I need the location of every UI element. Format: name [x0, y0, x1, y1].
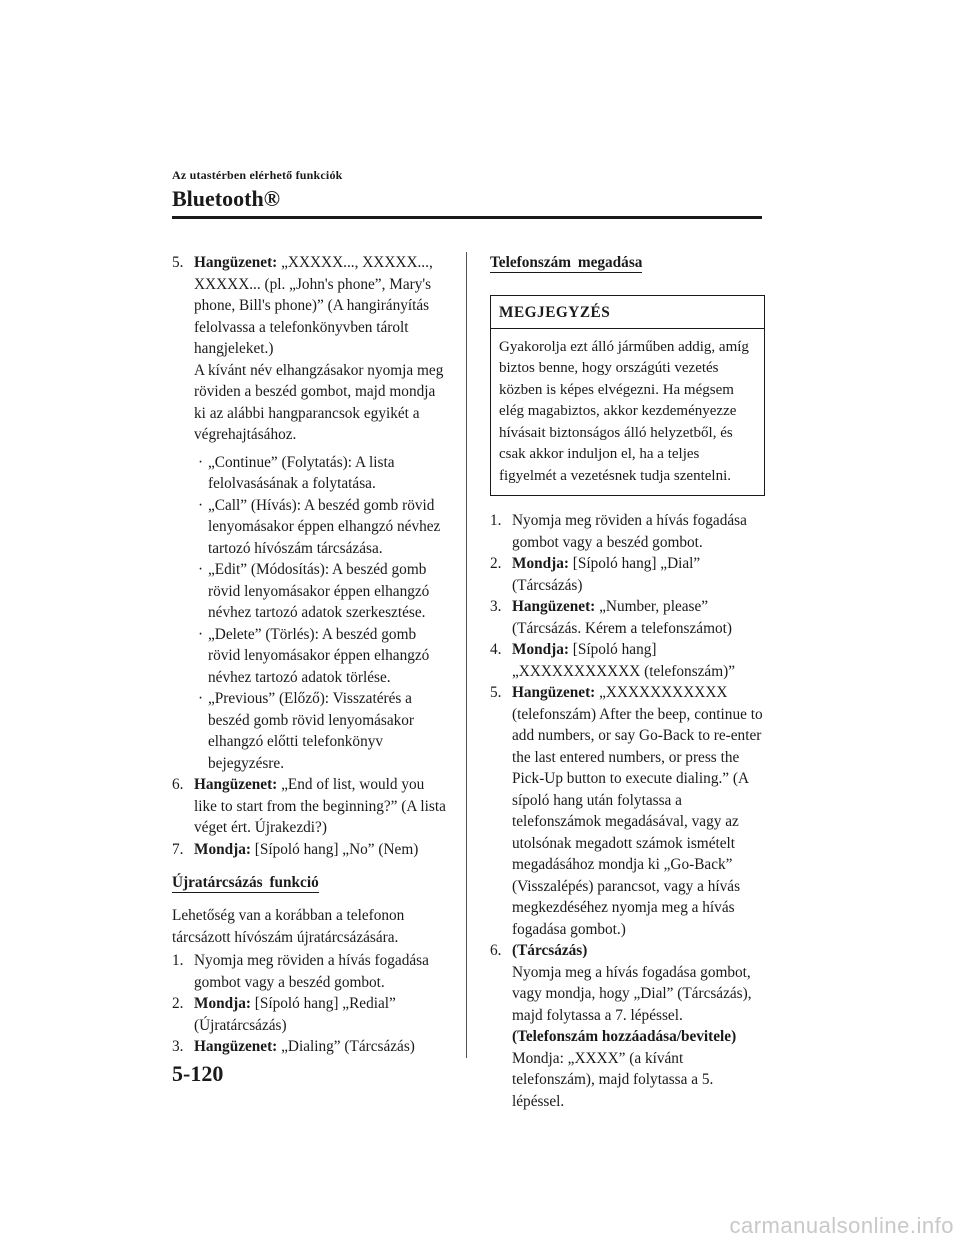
dial-heading: Telefonszám megadása [490, 254, 643, 271]
redial-heading: Újratárcsázás funkció [172, 874, 319, 891]
watermark: carmanualsonline.info [729, 1213, 954, 1238]
step-label: Mondja: [194, 995, 251, 1012]
step-text: Nyomja meg röviden a hívás fogadása gombot vagy a beszéd gombot. [194, 952, 429, 991]
column-divider [466, 252, 467, 1058]
step-5 [172, 252, 450, 446]
step-label: Hangüzenet: [512, 684, 596, 701]
step-number: 5. [490, 684, 502, 701]
step-number: 6. [172, 776, 184, 793]
bullet-dot: · [198, 496, 204, 514]
right-column [490, 252, 765, 1112]
note-text: Gyakorolja ezt álló járműben addig, amíg biztos benne, hogy országúti vezetés közben is képes elvégezni. Ha mégsem elég magabiztos, akkor kezdeményezze hívásait biztonságos álló helyzetből, és csak akkor induljon el, ha a teljes figyelmét a vezetésnek tudja szentelni. [499, 338, 749, 484]
step-label: Mondja: [194, 840, 251, 858]
bullet-text: „Edit” (Módosítás): A beszéd gomb rövid lenyomásakor éppen elhangzó névhez tartozó adatok szerkesztése. [208, 561, 430, 621]
redial-step [172, 950, 450, 993]
bullet-dot: · [198, 690, 204, 707]
step-text: „Dialing” (Tárcsázás) [277, 1038, 415, 1055]
header-rule [172, 216, 762, 219]
bullet-item [172, 624, 450, 689]
bullet-item [172, 559, 450, 624]
dial-step [490, 510, 765, 553]
bullet-dot: · [198, 625, 204, 643]
dial-step [490, 682, 765, 940]
step-number: 4. [490, 641, 502, 658]
step-label: Mondja: [512, 555, 569, 572]
step-text: Nyomja meg a hívás fogadása gombot, vagy mondja, hogy „Dial” (Tárcsázás), majd folytassa a 7. lépéssel. [512, 963, 752, 1024]
step-number: 2. [172, 995, 184, 1012]
step-number: 7. [172, 840, 184, 858]
redial-intro: Lehetőség van a korábban a telefonon tárcsázott hívószám újratárcsázására. [172, 907, 405, 946]
bullet-item [172, 495, 450, 560]
step-text: [Sípoló hang] „Dial” (Tárcsázás) [512, 555, 701, 594]
redial-step [172, 993, 450, 1036]
bullet-item [172, 688, 450, 774]
bullet-item [172, 452, 450, 495]
step-number: 5. [172, 254, 184, 271]
dial-step [490, 553, 765, 596]
step-text: „XXXXXXXXXXX (telefonszám) After the beep, continue to add numbers, or say Go-Back to re-enter the last entered numbers, or press the Pick-Up button to execute dialing.” (A sípoló hang után folytassa a telefonszámok megadásával, vagy az utolsónak megadott számok ismételt megadásához mondja ki „Go-Back” (Visszalépés) parancsot, vagy a hívás megkezdéséhez nyomja meg a hívás fogadása gombot.) [512, 684, 763, 938]
step-sublabel: (Telefonszám hozzáadása/bevitele) [512, 1028, 737, 1045]
dial-step [490, 639, 765, 682]
section-label: Az utastérben elérhető funkciók [172, 168, 343, 182]
step-number: 2. [490, 555, 502, 572]
page-title: Bluetooth® [172, 186, 281, 211]
step-text: Nyomja meg röviden a hívás fogadása gombot vagy a beszéd gombot. [512, 512, 747, 551]
step-label: Hangüzenet: [512, 598, 596, 615]
redial-step [172, 1036, 450, 1058]
note-box [490, 295, 765, 496]
left-column [172, 252, 450, 1058]
step-text: „Number, please” (Tárcsázás. Kérem a telefonszámot) [512, 598, 732, 637]
step-number: 3. [490, 598, 502, 615]
step-text: [Sípoló hang] „Redial” (Újratárcsázás) [194, 995, 396, 1034]
step-7 [172, 839, 450, 861]
step-number: 6. [490, 942, 502, 959]
bullet-dot: · [198, 453, 204, 471]
step-label: Hangüzenet: [194, 1038, 278, 1055]
step-text: „End of list, would you like to start from the beginning?” (A lista véget ért. Újrakezdi?) [194, 776, 446, 836]
dial-step [490, 596, 765, 639]
step-number: 1. [172, 952, 184, 969]
step-label: Mondja: [512, 641, 569, 658]
step-text-2: Mondja: „XXXX” (a kívánt telefonszám), majd folytassa a 5. lépéssel. [512, 1049, 714, 1110]
step-text: [Sípoló hang] „XXXXXXXXXXX (telefonszám)” [512, 641, 736, 680]
page-number: 5-120 [172, 1061, 224, 1086]
step-label: (Tárcsázás) [512, 942, 588, 959]
step-text-2: A kívánt név elhangzásakor nyomja meg röviden a beszéd gombot, majd mondja ki az alábbi hangparancsok egyikét a végrehajtásához. [194, 361, 444, 443]
step-number: 3. [172, 1038, 184, 1055]
note-title: MEGJEGYZÉS [491, 296, 764, 329]
bullet-dot: · [198, 561, 204, 578]
bullet-text: „Call” (Hívás): A beszéd gomb rövid lenyomásakor éppen elhangzó névhez tartozó hívószám tárcsázása. [208, 496, 441, 557]
step-text: [Sípoló hang] „No” (Nem) [250, 840, 419, 858]
step-6 [172, 774, 450, 839]
bullet-text: „Previous” (Előző): Visszatérés a beszéd gomb rövid lenyomásakor elhangzó előtti telefonkönyv bejegyzésre. [208, 690, 415, 772]
step-text: „XXXXX..., XXXXX..., XXXXX... (pl. „John's phone”, Mary's phone, Bill's phone)” (A hangirányítás felolvassa a telefonkönyvben tárolt hangjeleket.) [194, 254, 433, 357]
step-label: Hangüzenet: [194, 254, 278, 271]
step-label: Hangüzenet: [194, 776, 278, 793]
dial-step-6 [490, 940, 765, 1112]
bullet-text: „Delete” (Törlés): A beszéd gomb rövid lenyomásakor éppen elhangzó névhez tartozó adatok törlése. [208, 625, 430, 686]
step-number: 1. [490, 512, 502, 529]
bullet-text: „Continue” (Folytatás): A lista felolvasásának a folytatása. [208, 453, 395, 492]
